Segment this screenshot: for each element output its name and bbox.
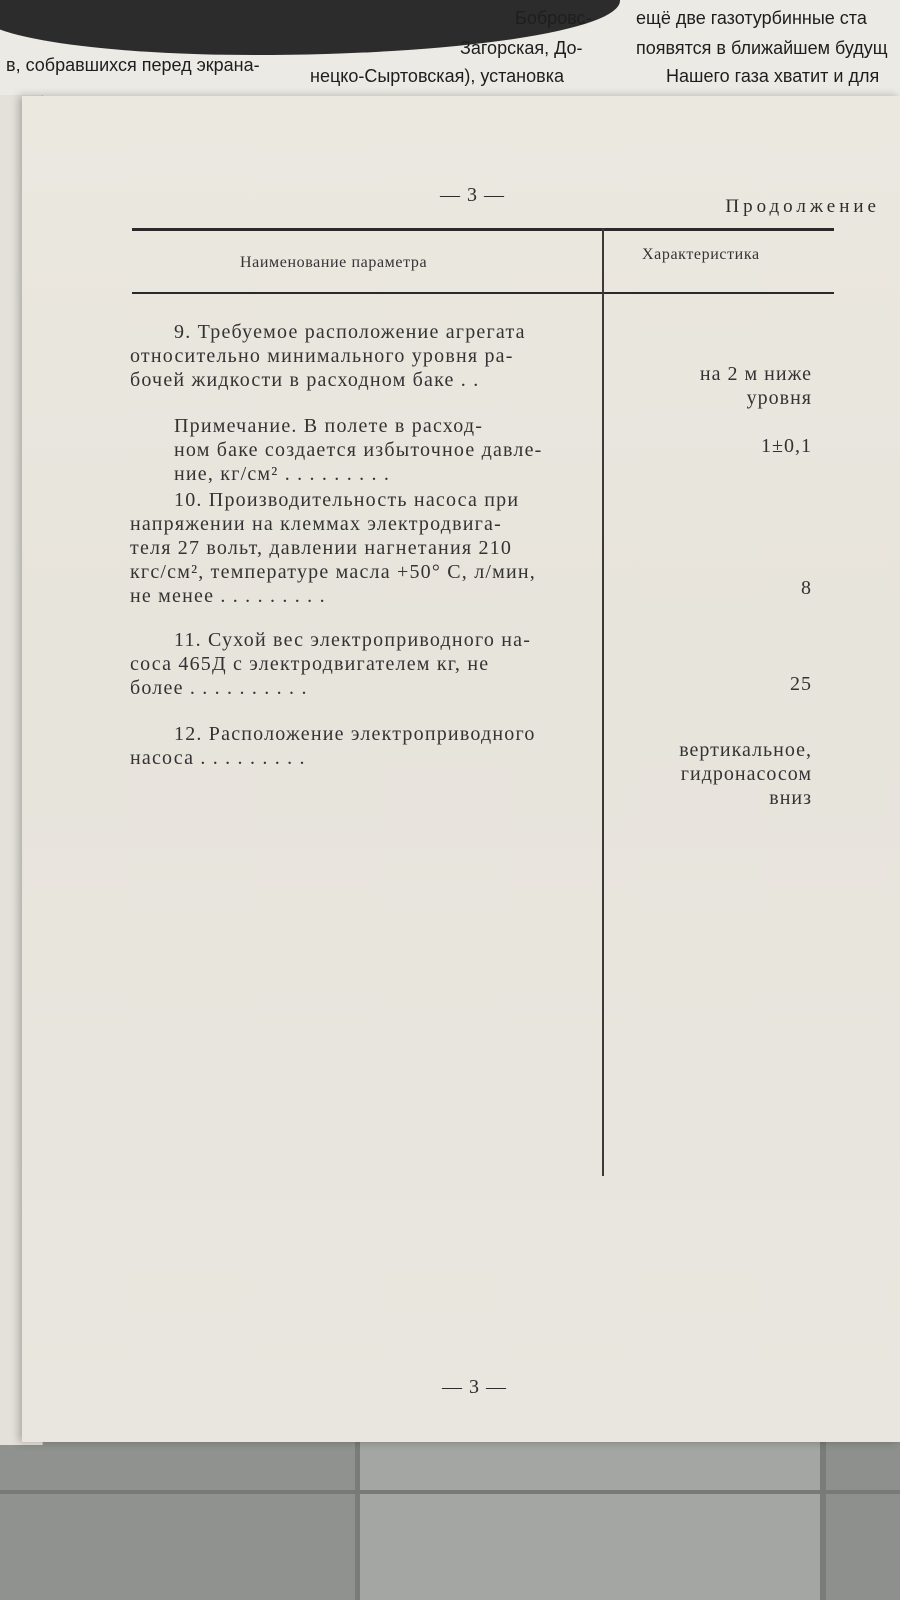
table-header-rule — [132, 292, 834, 294]
table-top-rule — [132, 228, 834, 231]
header-characteristic: Характеристика — [642, 246, 760, 263]
newspaper-line: появятся в ближайшем будущ — [636, 38, 888, 58]
newspaper-line: нецко-Сыртовская), установка — [310, 66, 564, 86]
table-row-12-text: 12. Расположение электроприводного насоса . . . . . . . . . — [130, 723, 536, 769]
continuation-label: Продолжение — [725, 196, 880, 217]
newspaper-line: Бобровс- — [515, 8, 592, 28]
table-row-10-value: 8 — [801, 577, 812, 599]
table-row-9-value: на 2 м ниже уровня — [699, 363, 812, 409]
table-row-10-text: 10. Производительность насоса при напряжении на клеммах электродвига- теля 27 вольт, давлении нагнетания 210 кгс/см², температуре масла +50° С, л/мин, не менее . . . . . . . . . — [130, 489, 536, 607]
floor-tiles — [0, 1430, 900, 1600]
table-row-9-text: 9. Требуемое расположение агрегата относительно минимального уровня ра- бочей жидкости в расходном баке . . — [130, 321, 526, 391]
table-column-divider — [602, 228, 604, 1176]
table-row-11-text: 11. Сухой вес электроприводного на- соса 465Д с электродвигателем кг, не более . . . . . . . . . . — [130, 629, 532, 699]
newspaper-line: в, собравшихся перед экрана- — [6, 55, 260, 75]
page-number-bottom: — 3 — — [442, 1376, 507, 1398]
page-number-top: — 3 — — [440, 184, 505, 206]
table-row-12-value: вертикальное, гидронасосом вниз — [679, 739, 812, 809]
newspaper-line: Нашего газа хватит и для — [666, 66, 880, 86]
newspaper-line: ещё две газотурбинные ста — [636, 8, 867, 28]
table-row-11-value: 25 — [790, 673, 812, 695]
document-page — [22, 96, 900, 1442]
newspaper-line: Загорская, До- — [460, 38, 583, 58]
header-parameter-name: Наименование параметра — [240, 254, 428, 271]
table-note-text: Примечание. В полете в расход- ном баке создается избыточное давле- ние, кг/см² . . . . . . . . . — [174, 415, 543, 485]
table-note-value: 1±0,1 — [761, 435, 812, 457]
